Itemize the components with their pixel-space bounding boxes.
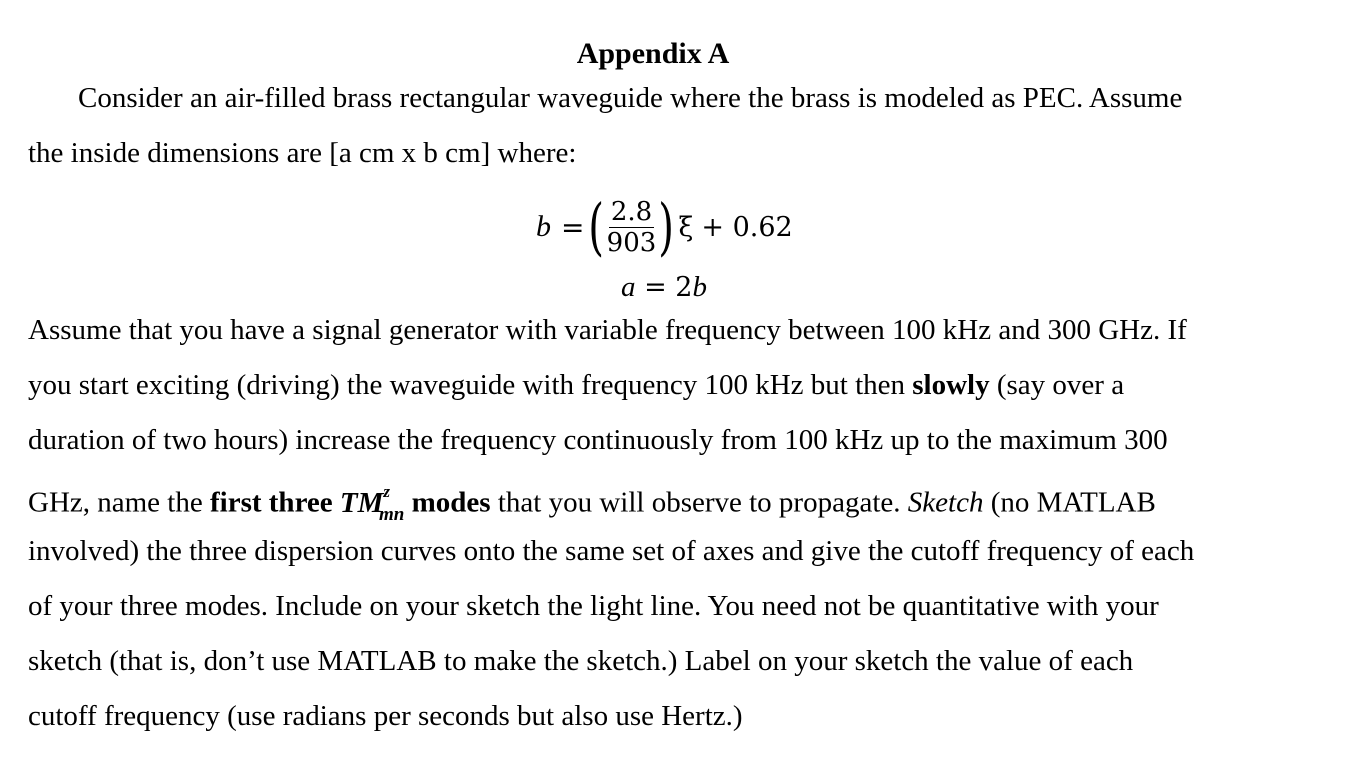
paragraph2-line4	[28, 478, 1156, 531]
fraction	[605, 197, 659, 258]
tm-subscript: mn	[379, 504, 405, 526]
equation-a-lhs: a	[621, 271, 636, 303]
right-paren: )	[658, 190, 675, 263]
paragraph2-line4-pre: GHz, name the	[28, 486, 210, 519]
fraction-numerator: 2.8	[610, 196, 653, 227]
equation-b-equals: =	[561, 210, 585, 244]
equation-a	[621, 270, 707, 305]
equation-a-coef: 2	[675, 272, 693, 303]
paragraph2-line2	[28, 367, 1124, 403]
emphasis-first-three: first three	[210, 486, 340, 519]
paragraph2-line4-post: (no MATLAB	[983, 486, 1156, 519]
emphasis-slowly: slowly	[912, 369, 990, 401]
paragraph2-line5: involved) the three dispersion curves onto the same set of axes and give the cutoff frequency of each	[28, 535, 1195, 567]
paragraph2-line6: of your three modes. Include on your sketch the light line. You need not be quantitative with your	[28, 590, 1159, 622]
tm-mode-symbol	[339, 482, 405, 526]
paragraph2-line8: cutoff frequency (use radians per seconds but also use Hertz.)	[28, 700, 743, 732]
left-paren: (	[588, 190, 605, 263]
fraction-denominator: 903	[606, 227, 657, 258]
equation-b-variable: ξ	[678, 211, 694, 243]
equation-a-equals: =	[635, 272, 676, 303]
equation-b-constant: + 0.62	[701, 211, 793, 243]
equation-b-lhs: b	[536, 210, 551, 243]
tm-superscript: z	[383, 482, 391, 501]
emphasis-sketch: Sketch	[907, 486, 984, 519]
paragraph2-line7: sketch (that is, don’t use MATLAB to make the sketch.) Label on your sketch the value of each	[28, 645, 1134, 677]
equation-b	[536, 188, 793, 266]
paragraph2-line2-pre: you start exciting (driving) the waveguide with frequency 100 kHz but then	[28, 369, 913, 401]
paragraph2-line4-mid: that you will observe to propagate.	[490, 486, 908, 519]
paragraph2-line2-post: (say over a	[989, 369, 1125, 401]
paragraph2-line1: Assume that you have a signal generator with variable frequency between 100 kHz and 300 GHz. If	[28, 314, 1187, 346]
paragraph1-line1: Consider an air-filled brass rectangular waveguide where the brass is modeled as PEC. Assume	[78, 82, 1183, 114]
section-title: Appendix A	[576, 37, 730, 70]
paragraph1-line2: the inside dimensions are [a cm x b cm] where:	[28, 137, 577, 169]
equation-a-var: b	[692, 271, 707, 303]
emphasis-modes: modes	[404, 486, 491, 519]
tm-base: TM	[339, 486, 384, 519]
paragraph2-line3: duration of two hours) increase the frequency continuously from 100 kHz up to the maximum 300	[28, 424, 1168, 456]
